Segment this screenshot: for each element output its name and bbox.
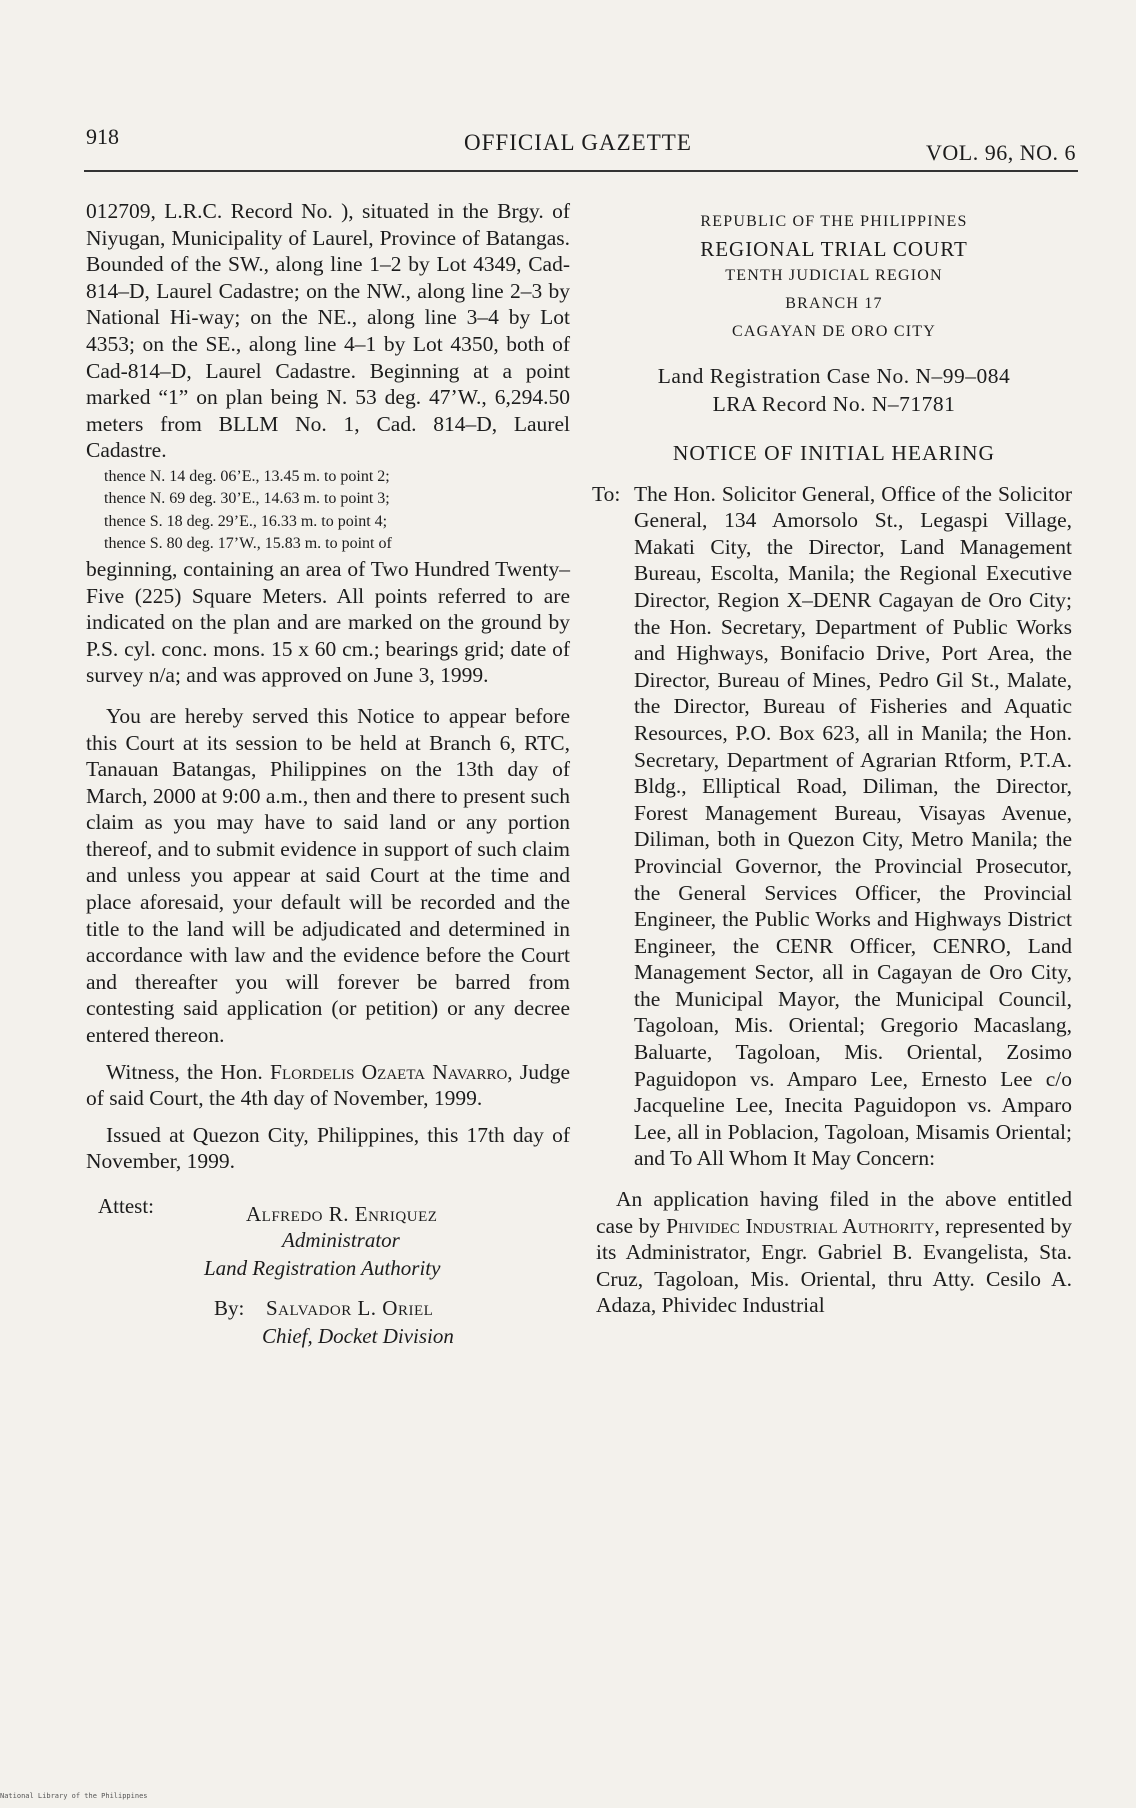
volume-number: VOL. 96, NO. 6 — [926, 140, 1076, 165]
application-post: , represented by its Administrator, Engr. Gabriel B. Evangelista, Sta. Cruz, Tagoloan, Mis. Oriental, thru Atty. Cesilo A. Adaza, Phividec Industrial — [596, 1213, 1072, 1318]
city-line: CAGAYAN DE ORO CITY — [732, 323, 936, 340]
case-number: Land Registration Case No. N–99–084 — [657, 364, 1011, 388]
thence-line: thence N. 69 deg. 30’E., 14.63 m. to point 3; — [104, 490, 390, 508]
to-label: To: — [592, 481, 621, 506]
republic-line: REPUBLIC OF THE PHILIPPINES — [700, 213, 968, 230]
page-header — [86, 124, 1076, 164]
page-number: 918 — [86, 124, 119, 149]
notice-title: NOTICE OF INITIAL HEARING — [672, 441, 996, 465]
authority-name: Land Registration Authority — [204, 1256, 441, 1280]
docket-chief-name: Salvador L. Oriel — [266, 1296, 434, 1320]
administrator-name: Alfredo R. Enriquez — [246, 1202, 438, 1226]
land-description-closing: beginning, containing an area of Two Hundred Twenty–Five (225) Square Meters. All points referred to are indicated on the plan and are marked on the ground by P.S. cyl. conc. mons. 15 x 60 cm.; bearings grid; date of survey n/a; and was approved on June 3, 1999. — [86, 556, 570, 688]
left-column — [86, 198, 570, 1383]
by-label: By: — [214, 1296, 245, 1320]
witness-pre: Witness, the Hon. — [106, 1059, 263, 1084]
witness-post: , Judge of said Court, the 4th day of November, 1999. — [86, 1059, 571, 1111]
judicial-region: TENTH JUDICIAL REGION — [725, 267, 943, 284]
lra-record-number: LRA Record No. N–71781 — [712, 392, 956, 416]
header-rule — [84, 170, 1078, 172]
scan-footer: National Library of the Philippines — [0, 1792, 148, 1800]
land-description: 012709, L.R.C. Record No. ), situated in the Brgy. of Niyugan, Municipality of Laurel, Province of Batangas. Bounded of the SW., along line 1–2 by Lot 4349, Cad-814–D, Laurel Cadastre; on the NW., along line 2–3 by National Hi-way; on the NE., along line 3–4 by Lot 4353; on the SE., along line 4–1 by Lot 4350, both of Cad-814–D, Laurel Cadastre. Beginning at a point marked “1” on plan being N. 53 deg. 47’W., 6,294.50 meters from BLLM No. 1, Cad. 814–D, Laurel Cadastre. — [86, 199, 570, 463]
docket-chief-title: Chief, Docket Division — [262, 1324, 454, 1348]
attest-label: Attest: — [98, 1194, 154, 1218]
right-column — [592, 208, 1072, 1319]
issued-paragraph: Issued at Quezon City, Philippines, this 17th day of November, 1999. — [86, 1122, 570, 1174]
court-heading — [596, 208, 1072, 346]
publication-title: OFFICIAL GAZETTE — [464, 130, 692, 155]
thence-line: thence N. 14 deg. 06’E., 13.45 m. to point 2; — [104, 467, 390, 485]
judge-name: Flordelis Ozaeta Navarro — [270, 1059, 508, 1084]
thence-line: thence S. 80 deg. 17’W., 15.83 m. to point of — [104, 535, 392, 553]
attestation-block — [86, 1193, 570, 1383]
thence-list — [86, 466, 570, 556]
addressees-text: The Hon. Solicitor General, Office of the Solicitor General, 134 Amorsolo St., Legaspi Village, Makati City, the Director, Land Management Bureau, Escolta, Manila; the Regional Executive Director, Region X–DENR Cagayan de Oro City; the Hon. Secretary, Department of Public Works and Highways, Bonifacio Drive, Port Area, the Director, Bureau of Mines, Pedro Gil St., Malate, the Director, Bureau of Fisheries and Aquatic Resources, P.O. Box 623, all in Manila; the Hon. Secretary, Department of Agrarian Rtform, P.T.A. Bldg., Elliptical Road, Diliman, the Director, Forest Management Bureau, Visayas Avenue, Diliman, both in Quezon City, Metro Manila; the Provincial Governor, the Provincial Prosecutor, the General Services Officer, the Provincial Engineer, the Public Works and Highways District Engineer, the CENR Officer, CENRO, Land Management Sector, all in Cagayan de Oro City, the Municipal Mayor, the Municipal Council, Tagoloan, Mis. Oriental; Gregorio Macaslang, Baluarte, Tagoloan, Mis. Oriental, Zosimo Paguidopon vs. Amparo Lee, Ernesto Lee c/o Jacqueline Lee, Inecita Paguidopon vs. Amparo Lee, all in Poblacion, Tagoloan, Misamis Oriental; and To All Whom It May Concern: — [634, 481, 1072, 1171]
applicant-name: Phividec Industrial Authority — [666, 1213, 935, 1238]
application-pre: An application having filed in the above entitled case by — [596, 1187, 1072, 1238]
court-name: REGIONAL TRIAL COURT — [700, 237, 968, 261]
addressees-block — [592, 481, 1072, 1172]
administrator-title: Administrator — [282, 1228, 400, 1252]
witness-paragraph — [86, 1059, 570, 1112]
notice-paragraph: You are hereby served this Notice to appear before this Court at its session to be held at Branch 6, RTC, Tanauan Batangas, Philippines on the 13th day of March, 2000 at 9:00 a.m., then and there to present such claim as you may have to said land or any portion thereof, and to submit evidence in support of such claim and unless you appear at said Court at the time and place aforesaid, your default will be recorded and the title to the land will be adjudicated and determined in accordance with law and the evidence before the Court and thereafter you will forever be barred from contesting said application (or petition) or any decree entered thereon. — [86, 703, 570, 1048]
application-paragraph — [596, 1186, 1072, 1319]
branch-line: BRANCH 17 — [785, 295, 883, 312]
thence-line: thence S. 18 deg. 29’E., 16.33 m. to point 4; — [104, 512, 388, 530]
